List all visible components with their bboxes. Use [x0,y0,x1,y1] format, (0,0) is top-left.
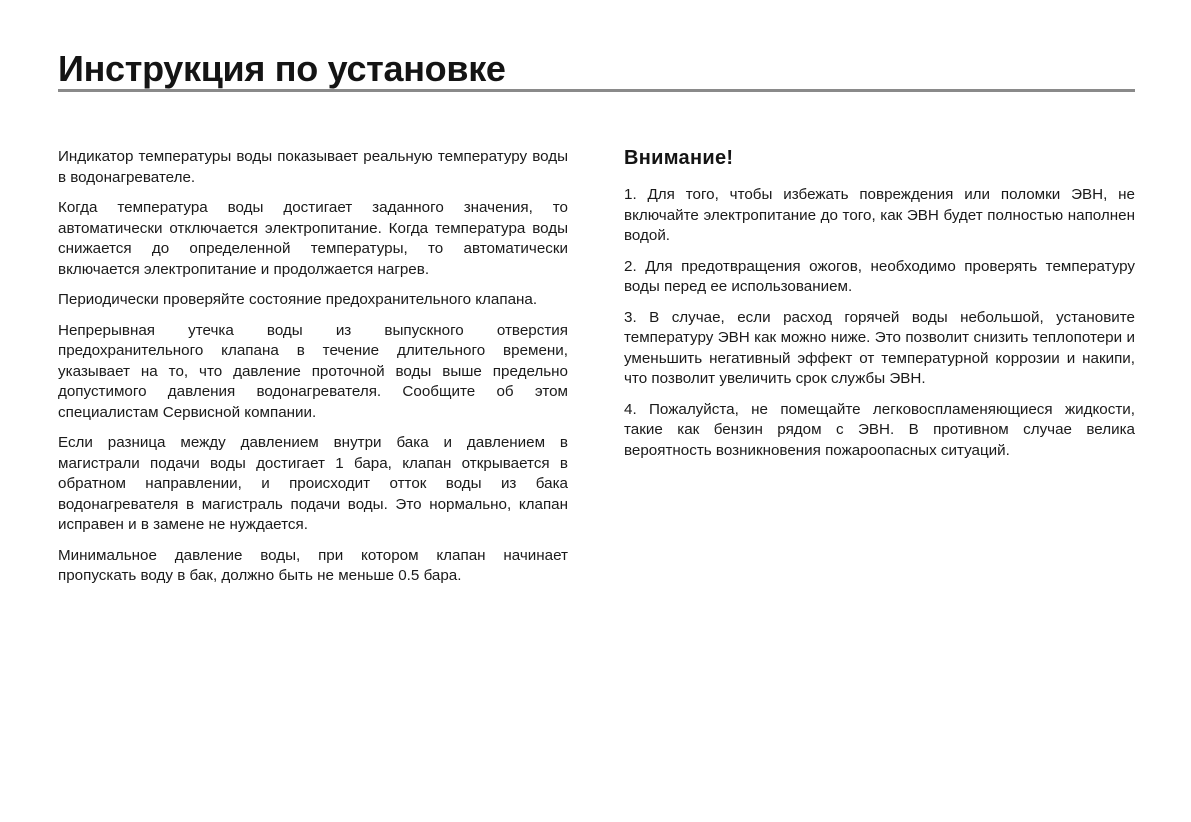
warning-item-1: 1. Для того, чтобы избежать повреждения или поломки ЭВН, не включайте электропитание до того, как ЭВН будет полностью наполнен водой. [624,186,1135,244]
paragraph-pressure-difference: Если разница между давлением внутри бака и давлением в магистрали подачи воды достигает 1 бара, клапан открывается в обратном направлении, и происходит отток воды из бака водонагревателя в магистраль подачи воды. Это нормально, клапан исправен и в замене не нуждается. [58,434,568,533]
paragraph-auto-power: Когда температура воды достигает заданного значения, то автоматически отключается электропитание. Когда температура воды снижается до определенной температуры, то автоматически включается электропитание и продолжается нагрев. [58,199,568,278]
title-divider [58,89,1135,92]
page-title: Инструкция по установке [58,48,506,89]
paragraph-minimum-pressure: Минимальное давление воды, при котором клапан начинает пропускать воду в бак, должно быть не меньше 0.5 бара. [58,546,568,584]
warning-item-3: 3. В случае, если расход горячей воды небольшой, установите температуру ЭВН как можно ниже. Это позволит снизить теплопотери и уменьшить негативный эффект от температурной коррозии и накипи, что позволит увеличить срок службы ЭВН. [624,308,1135,387]
paragraph-leak-warning: Непрерывная утечка воды из выпускного отверстия предохранительного клапана в течение длительного времени, указывает на то, что давление проточной воды выше предельно допустимого давления водонагревателя. Сообщите об этом специалистам Сервисной компании. [58,321,568,421]
left-column [58,147,568,597]
right-column [624,145,1135,471]
warning-heading: Внимание! [624,147,734,169]
warning-item-2: 2. Для предотвращения ожогов, необходимо проверять температуру воды перед ее использованием. [624,257,1135,295]
paragraph-temperature-indicator: Индикатор температуры воды показывает реальную температуру воды в водонагревателе. [58,148,568,186]
warning-item-4: 4. Пожалуйста, не помещайте легковоспламеняющиеся жидкости, такие как бензин рядом с ЭВН. В противном случае велика вероятность возникновения пожароопасных ситуаций. [624,400,1135,459]
paragraph-valve-check: Периодически проверяйте состояние предохранительного клапана. [58,291,538,308]
